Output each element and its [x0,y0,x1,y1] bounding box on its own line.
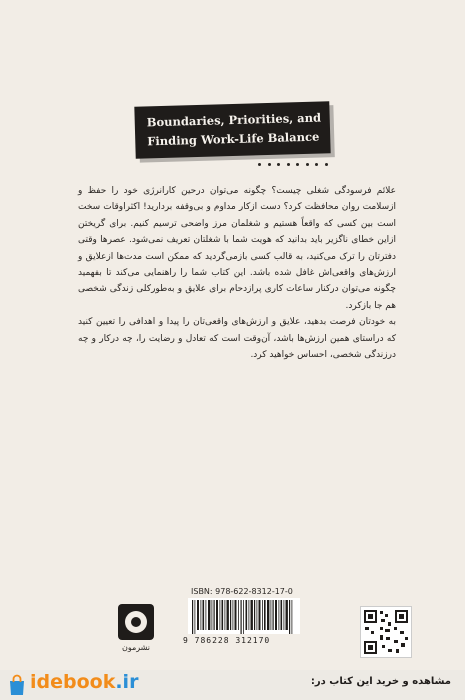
store-banner-label: مشاهده و خرید این کتاب در: [310,676,451,687]
barcode-digits: 9 786228 312170 [183,636,271,645]
publisher-logo-icon [118,604,154,640]
store-brand-link[interactable] [30,671,138,693]
shopping-bag-icon [8,674,26,696]
title-line-2: Finding Work-Life Balance [147,129,320,149]
divider-dot [325,163,328,166]
isbn-label: ISBN: 978-622-8312-17-0 [191,587,293,596]
divider-dot [287,163,290,166]
blurb-paragraph-1: علائم فرسودگی شغلی چیست؟ چگونه می‌توان درحین کارانرژی خود را حفظ و ازسلامت روان محافظت کرد؟ دست ازکار مداوم و بی‌وقفه بردارید! اکثراوقات سخت است بین کسی که واقعاً هستیم و شغلمان مرز واضحی ترسیم کنیم. برای گریختن ازاین خطای ناگزیر باید بدانید که هویت شما با شغلتان تعریف نمی‌شود. عصرها وقتی دفترتان را ترک می‌کنید، به قالب کسی بازمی‌گردید که ممکن است مدت‌ها ازعلایق و ارزش‌های واقعی‌اش غافل شده باشد. این کتاب شما را راهنمایی می‌کند تا بفهمید چگونه می‌توان درکنار ساعات کاری پرازدحام برای علایق و به‌طورکلی زندگی شخصی هم جا بازکرد. [78,186,396,311]
brand-domain: .ir [115,671,139,693]
divider-dot [268,163,271,166]
divider-dot [258,163,261,166]
title-line-1: Boundaries, Priorities, and [146,110,322,130]
title-box [134,101,330,158]
qr-code-icon [360,606,412,658]
divider-dot [315,163,318,166]
divider-dot [277,163,280,166]
publisher-name: نشرمون [121,643,151,652]
brand-name: idebook [30,671,116,693]
blurb-text [78,183,396,363]
divider-dot [306,163,309,166]
dotted-divider [258,160,328,168]
divider-dot [296,163,299,166]
blurb-paragraph-2: به خودتان فرصت بدهید، علایق و ارزش‌های واقعی‌تان را پیدا و اهدافی را تعیین کنید که دراستای همین ارزش‌ها باشد، آن‌وقت است که تعادل و رضایت را، چه درکار و چه درزندگی شخصی، احساس خواهید کرد. [78,317,396,361]
barcode-icon [188,598,300,634]
